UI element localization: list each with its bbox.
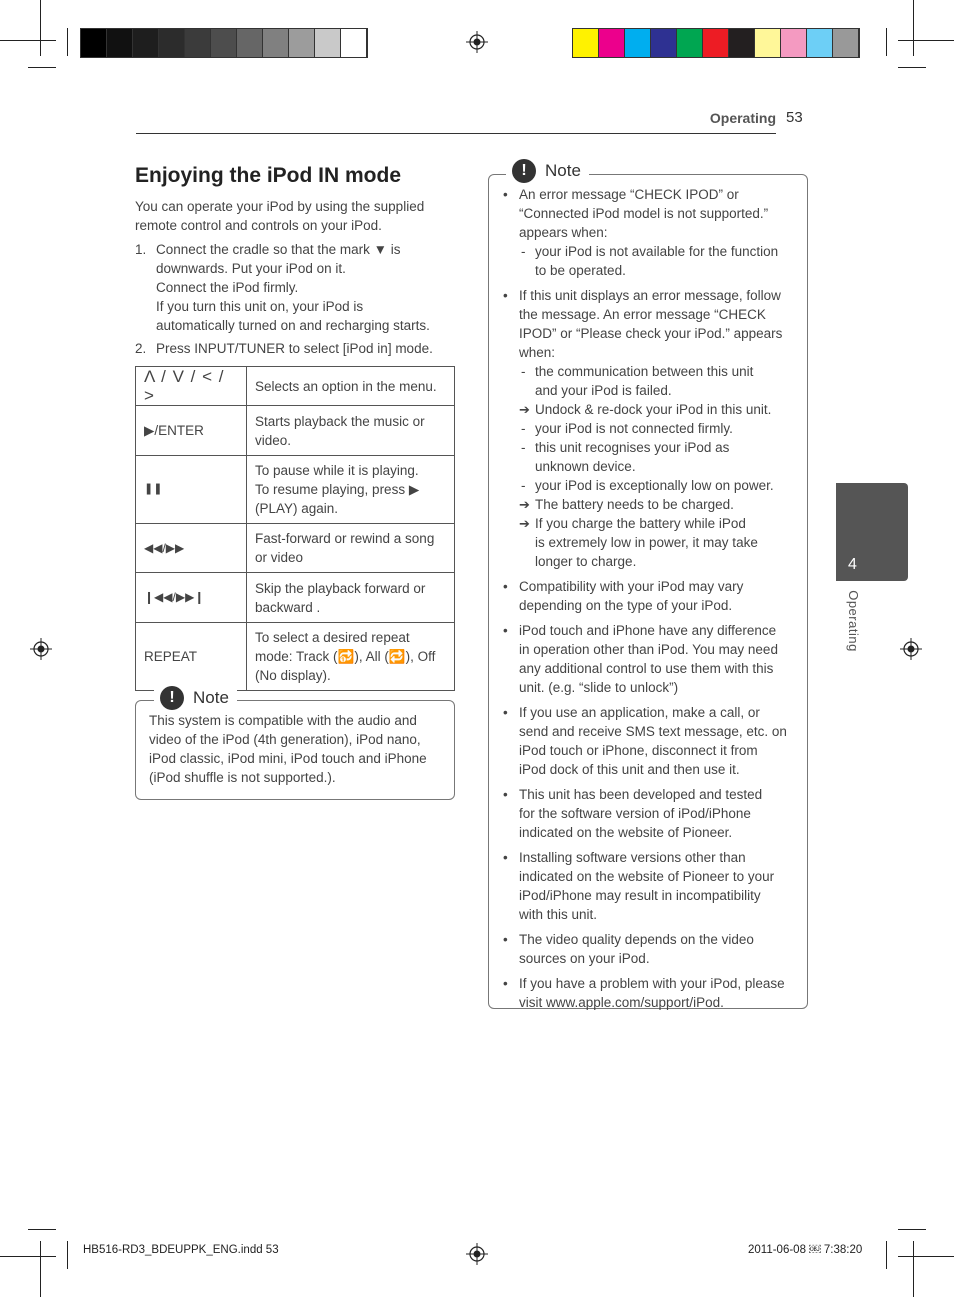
color-swatch xyxy=(159,29,185,57)
bullet-line: This unit has been developed and tested xyxy=(519,787,763,802)
table-row xyxy=(136,524,455,573)
desc-line: backward . xyxy=(255,599,321,615)
bullet-line: for the software version of iPod/iPhone xyxy=(519,806,751,821)
color-swatch xyxy=(599,29,625,57)
control-key: ◀◀/▶▶ xyxy=(136,524,247,573)
arrow-right-icon: ➔ xyxy=(519,402,530,417)
remedy-item xyxy=(519,514,803,571)
bullet-line: iPod/iPhone may result in incompatibility xyxy=(519,888,761,903)
note-text xyxy=(149,711,444,787)
control-description xyxy=(247,406,455,456)
registration-mark-icon xyxy=(900,638,922,660)
running-header-section: Operating xyxy=(709,110,776,126)
table-row xyxy=(136,456,455,524)
crop-mark xyxy=(898,40,954,41)
desc-line: mode: Track (🔂), All (🔁), Off xyxy=(255,649,436,664)
bullet-line: An error message “CHECK IPOD” or xyxy=(519,187,739,202)
note-heading xyxy=(154,686,237,710)
control-description xyxy=(247,623,455,691)
bullet-line: Installing software versions other than xyxy=(519,850,746,865)
remedy-item xyxy=(519,495,803,514)
color-swatch xyxy=(341,29,367,57)
intro-line: remote control and controls on your iPod. xyxy=(135,218,382,233)
color-swatch xyxy=(211,29,237,57)
control-description xyxy=(247,524,455,573)
bullet-mark: • xyxy=(503,623,508,638)
sub-item xyxy=(519,476,803,495)
desc-line: video. xyxy=(255,432,292,448)
remedy-line: Undock & re-dock your iPod in this unit. xyxy=(535,402,772,417)
list-item xyxy=(503,848,803,924)
bullet-mark: • xyxy=(503,705,508,720)
list-item xyxy=(503,185,803,280)
list-item xyxy=(503,785,803,842)
bullet-mark: • xyxy=(503,850,508,865)
color-swatch xyxy=(315,29,341,57)
sub-line: unknown device. xyxy=(535,459,636,474)
sub-line: this unit recognises your iPod as xyxy=(535,440,730,455)
control-key: ▶/ENTER xyxy=(136,406,247,456)
header-rule xyxy=(136,133,776,134)
intro-paragraph xyxy=(135,197,455,235)
sub-item xyxy=(519,362,803,400)
table-row xyxy=(136,623,455,691)
crop-mark xyxy=(913,1241,914,1297)
list-item xyxy=(503,703,803,779)
chapter-tab xyxy=(836,483,908,581)
color-swatch xyxy=(625,29,651,57)
desc-line: (No display). xyxy=(255,668,331,683)
sub-line: the communication between this unit xyxy=(535,364,754,379)
dash-mark: - xyxy=(521,440,526,455)
list-item xyxy=(503,930,803,968)
remedy-line: The battery needs to be charged. xyxy=(535,497,734,512)
desc-line: Selects an option in the menu. xyxy=(255,378,437,394)
color-swatch xyxy=(781,29,807,57)
remedy-line: longer to charge. xyxy=(535,554,637,569)
list-item xyxy=(503,974,803,1012)
desc-line: To select a desired repeat xyxy=(255,630,410,645)
crop-mark xyxy=(898,67,926,68)
step-item xyxy=(135,339,455,358)
registration-mark-icon xyxy=(30,638,52,660)
note-bullet-list xyxy=(503,185,803,1018)
bullet-line: If you have a problem with your iPod, please xyxy=(519,976,785,991)
desc-line: (PLAY) again. xyxy=(255,501,339,516)
control-key: REPEAT xyxy=(136,623,247,691)
process-color-bar xyxy=(572,28,860,58)
bullet-line: in operation other than iPod. You may need xyxy=(519,642,778,657)
color-swatch xyxy=(677,29,703,57)
table-row xyxy=(136,573,455,623)
step-line: Connect the cradle so that the mark ▼ is xyxy=(156,242,401,257)
note-line: iPod classic, iPod mini, iPod touch and iPhone xyxy=(149,751,427,766)
print-timestamp: 2011-06-08 ￼ 7:38:20 xyxy=(748,1244,863,1256)
bullet-mark: • xyxy=(503,187,508,202)
sub-line: to be operated. xyxy=(535,263,626,278)
note-heading xyxy=(506,159,589,183)
page-number: 53 xyxy=(786,109,803,126)
note-line: This system is compatible with the audio and xyxy=(149,713,417,728)
step-line: If you turn this unit on, your iPod is xyxy=(156,299,364,314)
bullet-line: with this unit. xyxy=(519,907,598,922)
sub-item xyxy=(519,419,803,438)
remedy-line: is extremely low in power, it may take xyxy=(535,535,758,550)
crop-mark xyxy=(898,1229,926,1230)
registration-mark-icon xyxy=(466,31,488,53)
bullet-line: iPod dock of this unit and then use it. xyxy=(519,762,740,777)
color-swatch xyxy=(133,29,159,57)
arrow-right-icon: ➔ xyxy=(519,497,530,512)
bullet-line: unit. (e.g. “slide to unlock”) xyxy=(519,680,679,695)
step-number: 2. xyxy=(135,341,147,356)
color-swatch xyxy=(107,29,133,57)
bullet-line: any additional control to use them with this xyxy=(519,661,774,676)
control-description xyxy=(247,456,455,524)
crop-mark xyxy=(28,67,56,68)
bullet-line: indicated on the website of Pioneer to your xyxy=(519,869,775,884)
note-line: video of the iPod (4th generation), iPod nano, xyxy=(149,732,421,747)
color-swatch xyxy=(651,29,677,57)
control-key: ❙◀◀/▶▶❙ xyxy=(136,573,247,623)
crop-mark xyxy=(28,1229,56,1230)
steps-list xyxy=(135,240,455,362)
control-key: ❚❚ xyxy=(136,456,247,524)
desc-line: or video xyxy=(255,550,304,565)
table-row xyxy=(136,367,455,406)
bullet-line: If you use an application, make a call, or xyxy=(519,705,760,720)
crop-mark xyxy=(886,28,887,56)
crop-mark xyxy=(886,1241,887,1269)
crop-mark xyxy=(0,1256,56,1257)
crop-mark xyxy=(67,28,68,56)
bullet-line: visit www.apple.com/support/iPod. xyxy=(519,995,724,1010)
crop-mark xyxy=(898,1256,954,1257)
color-swatch xyxy=(703,29,729,57)
table-row xyxy=(136,406,455,456)
color-swatch xyxy=(185,29,211,57)
intro-line: You can operate your iPod by using the supplied xyxy=(135,199,425,214)
sub-line: your iPod is not connected firmly. xyxy=(535,421,733,436)
step-number: 1. xyxy=(135,242,147,257)
sub-line: your iPod is exceptionally low on power. xyxy=(535,478,774,493)
chapter-label: Operating xyxy=(846,590,861,652)
control-description xyxy=(247,573,455,623)
bullet-line: iPod touch or iPhone, disconnect it from xyxy=(519,743,758,758)
bullet-line: indicated on the website of Pioneer. xyxy=(519,825,733,840)
bullet-mark: • xyxy=(503,288,508,303)
desc-line: Fast-forward or rewind a song xyxy=(255,531,435,546)
color-swatch xyxy=(289,29,315,57)
sub-item xyxy=(519,438,803,476)
section-title: Enjoying the iPod IN mode xyxy=(135,164,402,187)
desc-line: Skip the playback forward or xyxy=(255,580,426,596)
note-label: Note xyxy=(545,161,581,180)
step-item xyxy=(135,240,455,335)
bullet-line: Compatibility with your iPod may vary xyxy=(519,579,744,594)
step-line: Press INPUT/TUNER to select [iPod in] mode. xyxy=(156,341,433,356)
color-swatch xyxy=(263,29,289,57)
controls-table xyxy=(135,366,455,691)
bullet-line: The video quality depends on the video xyxy=(519,932,754,947)
bullet-mark: • xyxy=(503,579,508,594)
file-slug: HB516-RD3_BDEUPPK_ENG.indd 53 xyxy=(83,1244,279,1256)
bullet-line: If this unit displays an error message, follow xyxy=(519,288,781,303)
control-key: Λ / V / < / > xyxy=(136,367,247,406)
bullet-line: when: xyxy=(519,345,556,360)
dash-mark: - xyxy=(521,364,526,379)
desc-line: To pause while it is playing. xyxy=(255,463,419,478)
desc-line: To resume playing, press ▶ xyxy=(255,482,420,497)
bullet-mark: • xyxy=(503,787,508,802)
bullet-line: depending on the type of your iPod. xyxy=(519,598,733,613)
bullet-line: appears when: xyxy=(519,225,608,240)
dash-mark: - xyxy=(521,478,526,493)
step-line: automatically turned on and recharging starts. xyxy=(156,318,430,333)
bullet-line: iPod touch and iPhone have any difference xyxy=(519,623,777,638)
bullet-mark: • xyxy=(503,932,508,947)
dash-mark: - xyxy=(521,244,526,259)
bullet-line: sources on your iPod. xyxy=(519,951,650,966)
grayscale-color-bar xyxy=(80,28,368,58)
crop-mark xyxy=(40,0,41,56)
crop-mark xyxy=(40,1241,41,1297)
remedy-line: If you charge the battery while iPod xyxy=(535,516,746,531)
color-swatch xyxy=(833,29,859,57)
crop-mark xyxy=(0,40,56,41)
bullet-mark: • xyxy=(503,976,508,991)
bullet-line: send and receive SMS text message, etc. on xyxy=(519,724,787,739)
crop-mark xyxy=(67,1241,68,1269)
color-swatch xyxy=(237,29,263,57)
registration-mark-icon xyxy=(466,1243,488,1265)
bullet-line: “Connected iPod model is not supported.” xyxy=(519,206,769,221)
color-swatch xyxy=(755,29,781,57)
desc-line: Starts playback the music or xyxy=(255,413,425,429)
step-line: Connect the iPod firmly. xyxy=(156,280,299,295)
arrow-right-icon: ➔ xyxy=(519,516,530,531)
note-label: Note xyxy=(193,688,229,707)
list-item xyxy=(503,621,803,697)
exclamation-icon: ! xyxy=(160,686,184,710)
control-description xyxy=(247,367,455,406)
crop-mark xyxy=(913,0,914,56)
bullet-line: the message. An error message “CHECK xyxy=(519,307,766,322)
note-line: (iPod shuffle is not supported.). xyxy=(149,770,336,785)
remedy-item xyxy=(519,400,803,419)
exclamation-icon: ! xyxy=(512,159,536,183)
sub-line: and your iPod is failed. xyxy=(535,383,672,398)
bullet-line: IPOD” or “Please check your iPod.” appears xyxy=(519,326,783,341)
color-swatch xyxy=(729,29,755,57)
sub-item xyxy=(519,242,803,280)
step-line: downwards. Put your iPod on it. xyxy=(156,261,346,276)
chapter-number: 4 xyxy=(848,556,857,573)
list-item xyxy=(503,577,803,615)
color-swatch xyxy=(573,29,599,57)
list-item xyxy=(503,286,803,571)
color-swatch xyxy=(807,29,833,57)
color-swatch xyxy=(81,29,107,57)
dash-mark: - xyxy=(521,421,526,436)
sub-line: your iPod is not available for the function xyxy=(535,244,779,259)
